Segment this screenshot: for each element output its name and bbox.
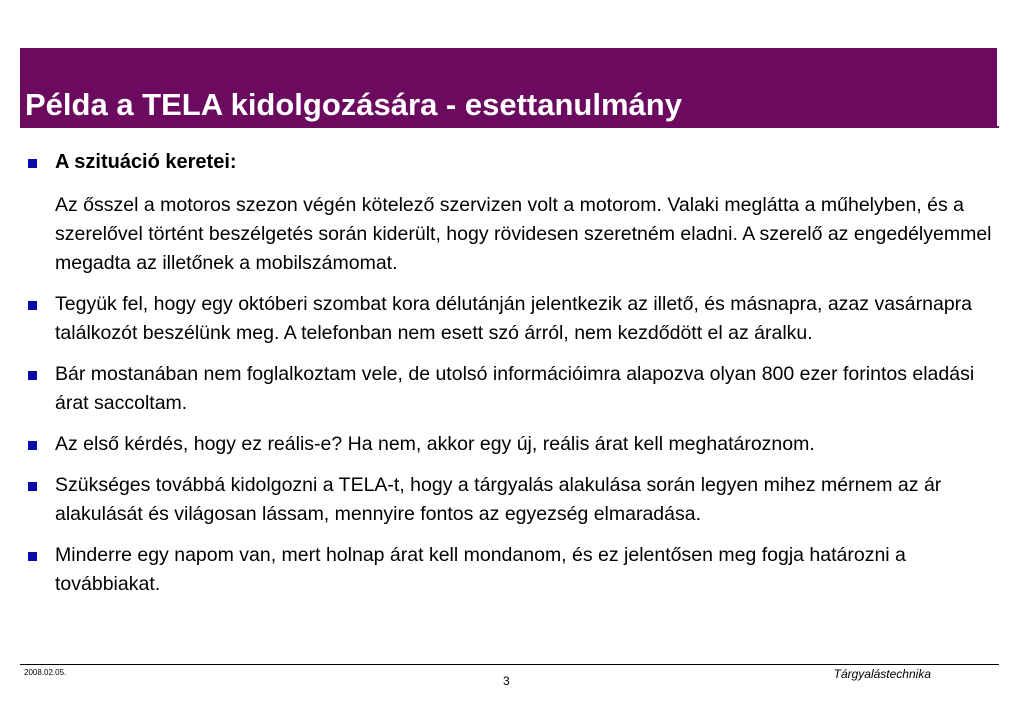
footer-divider [20,664,999,665]
footer-date: 2008.02.05. [24,668,67,677]
square-bullet-icon [28,441,37,450]
slide-content [28,148,998,599]
title-underline [20,126,999,128]
bullet-item [28,430,998,459]
bullet-item [28,541,998,599]
bullet-text: Szükséges továbbá kidolgozni a TELA-t, hogy a tárgyalás alakulása során legyen mihez mérnem az ár alakulását és világosan lássam, mennyire fontos az egyezség elmaradása. [55,474,942,525]
bullet-text: Minderre egy napom van, mert holnap árat kell mondanom, és ez jelentősen meg fogja határozni a továbbiakat. [55,544,906,595]
square-bullet-icon [28,482,37,491]
bullet-text: Az első kérdés, hogy ez reális-e? Ha nem, akkor egy új, reális árat kell meghatároznom. [55,433,815,455]
square-bullet-icon [28,159,37,168]
bullet-item [28,471,998,529]
title-bar [20,48,997,127]
page-number: 3 [503,674,510,688]
bullet-text: Bár mostanában nem foglalkoztam vele, de utolsó információimra alapozva olyan 800 ezer forintos eladási árat saccoltam. [55,363,975,414]
footer-topic: Tárgyalástechnika [833,667,931,681]
slide-title: Példa a TELA kidolgozására - esettanulmány [25,87,682,122]
bullet-item [28,360,998,418]
square-bullet-icon [28,301,37,310]
square-bullet-icon [28,371,37,380]
square-bullet-icon [28,552,37,561]
bullet-item [28,290,998,348]
heading-item [28,148,998,177]
intro-paragraph: Az ősszel a motoros szezon végén kötelező szervizen volt a motorom. Valaki meglátta a műhelyben, és a szerelővel történt beszélgetés során kiderült, hogy rövidesen szeretném eladni. A szerelő az engedélyemmel megadta az illetőnek a mobilszámomat. [55,194,992,274]
bullet-text: Tegyük fel, hogy egy októberi szombat kora délutánján jelentkezik az illető, és másnapra, azaz vasárnapra találkozót beszélünk meg. A telefonban nem esett szó árról, nem kezdődött el az áralku. [55,293,973,344]
section-heading: A szituáció keretei: [55,151,237,173]
